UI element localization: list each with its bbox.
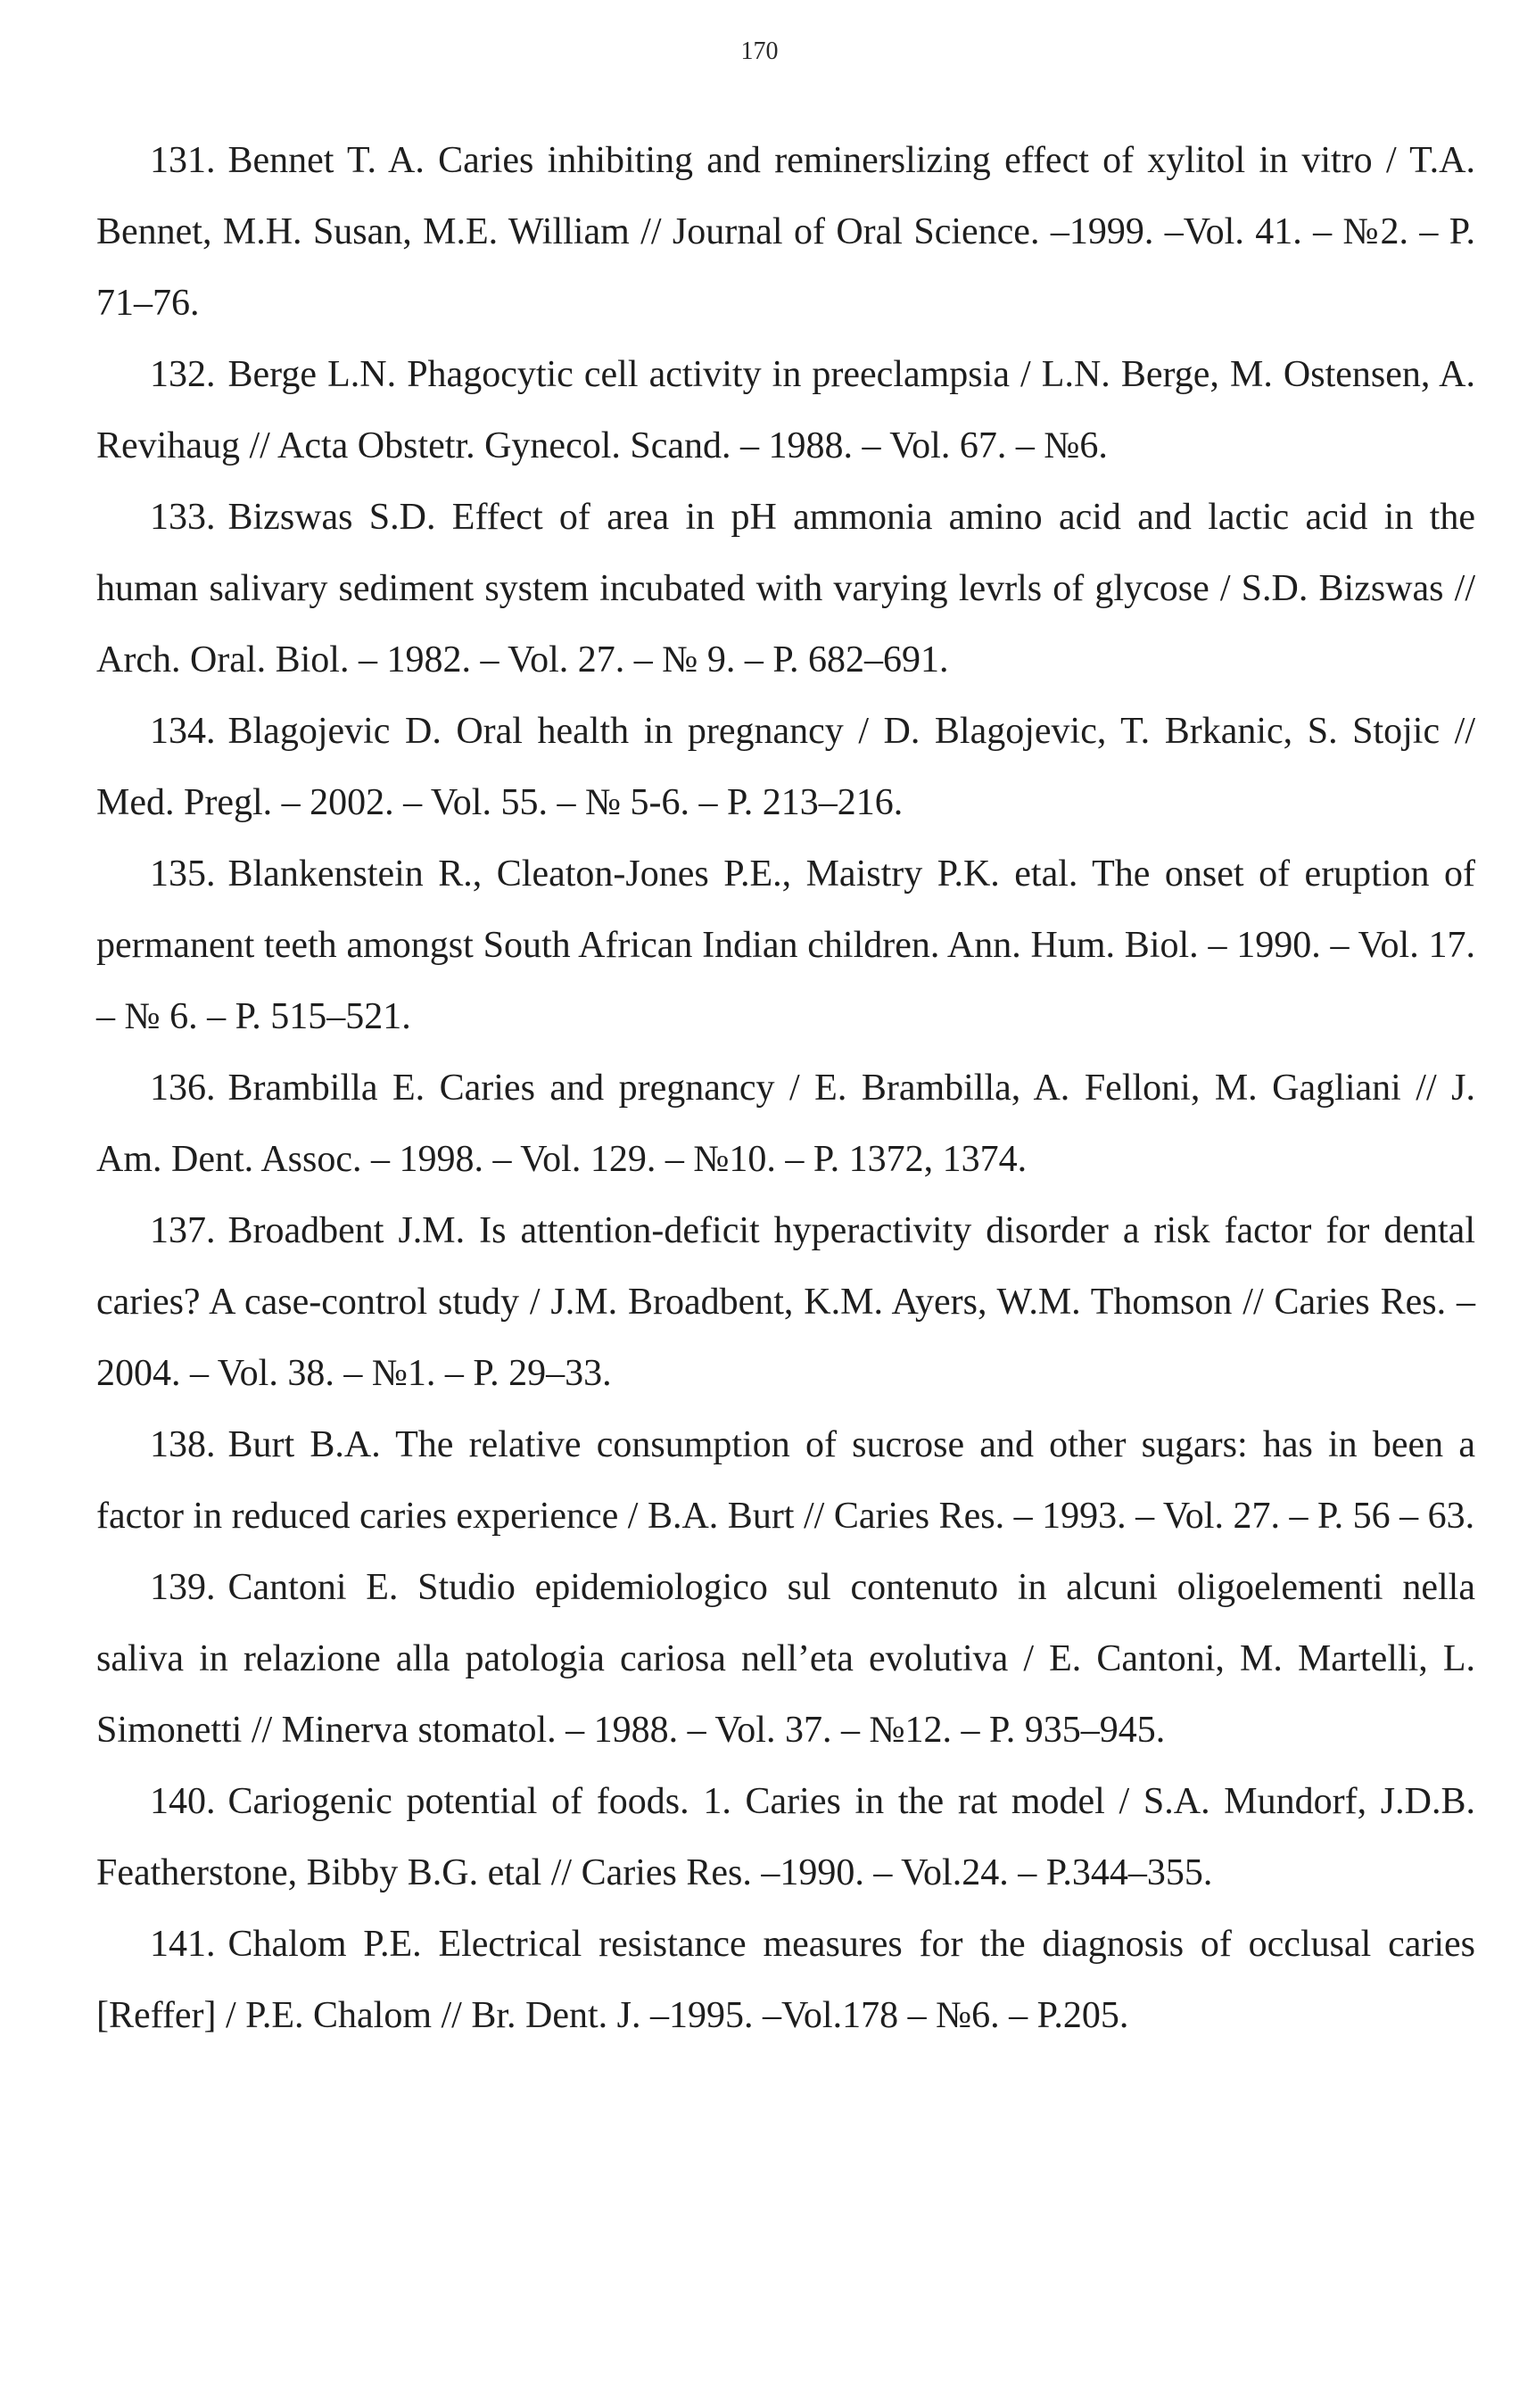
reference-number: 134.: [150, 711, 216, 752]
reference-item: [96, 482, 1475, 696]
reference-item: [96, 125, 1475, 339]
reference-item: [96, 1052, 1475, 1195]
reference-text: Broadbent J.M. Is attention-deficit hyperactivity disorder a risk factor for dental caries? A case-control study / J.M. Broadbent, K.M. Ayers, W.M. Thomson // Caries Res. – 2004. – Vol. 38. – №1. – P. 29–33.: [96, 1210, 1475, 1394]
reference-item: [96, 696, 1475, 838]
reference-number: 140.: [150, 1781, 216, 1822]
reference-item: [96, 1195, 1475, 1409]
reference-text: Burt B.A. The relative consumption of sucrose and other sugars: has in been a factor in reduced caries experience / B.A. Burt // Caries Res. – 1993. – Vol. 27. – P. 56 – 63.: [96, 1424, 1475, 1537]
reference-item: [96, 1552, 1475, 1766]
reference-item: [96, 1909, 1475, 2051]
reference-text: Cantoni E. Studio epidemiologico sul contenuto in alcuni oligoelementi nella saliva in relazione alla patologia cariosa nell’eta evolutiva / E. Cantoni, M. Martelli, L. Simonetti // Minerva stomatol. – 1988. – Vol. 37. – №12. – P. 935–945.: [96, 1567, 1475, 1751]
reference-number: 133.: [150, 497, 216, 538]
reference-item: [96, 339, 1475, 482]
reference-text: Bennet T. A. Caries inhibiting and reminerslizing effect of xylitol in vitro / T.A. Bennet, M.H. Susan, M.E. William // Journal of Oral Science. –1999. –Vol. 41. – №2. – P. 71–76.: [96, 140, 1475, 324]
reference-text: Blagojevic D. Oral health in pregnancy / D. Blagojevic, T. Brkanic, S. Stojic // Med. Pregl. – 2002. – Vol. 55. – № 5-6. – P. 213–216.: [96, 711, 1475, 823]
reference-list: [96, 125, 1475, 2051]
reference-number: 136.: [150, 1068, 216, 1109]
reference-number: 135.: [150, 854, 216, 895]
reference-item: [96, 1409, 1475, 1552]
reference-text: Brambilla E. Caries and pregnancy / E. Brambilla, A. Felloni, M. Gagliani // J. Am. Dent. Assoc. – 1998. – Vol. 129. – №10. – P. 1372, 1374.: [96, 1068, 1475, 1180]
reference-item: [96, 1766, 1475, 1909]
reference-number: 138.: [150, 1424, 216, 1465]
reference-item: [96, 838, 1475, 1052]
reference-text: Berge L.N. Phagocytic cell activity in preeclampsia / L.N. Berge, M. Ostensen, A. Revihaug // Acta Obstetr. Gynecol. Scand. – 1988. – Vol. 67. – №6.: [96, 354, 1475, 466]
page-number: 170: [740, 37, 779, 65]
reference-text: Bizswas S.D. Effect of area in pH ammonia amino acid and lactic acid in the human salivary sediment system incubated with varying levrls of glycose / S.D. Bizswas // Arch. Oral. Biol. – 1982. – Vol. 27. – № 9. – P. 682–691.: [96, 497, 1475, 680]
reference-number: 131.: [150, 140, 216, 181]
reference-number: 132.: [150, 354, 216, 395]
reference-text: Cariogenic potential of foods. 1. Caries in the rat model / S.A. Mundorf, J.D.B. Featherstone, Bibby B.G. etal // Caries Res. –1990. – Vol.24. – P.344–355.: [96, 1781, 1475, 1893]
reference-text: Blankenstein R., Cleaton-Jones P.E., Maistry P.K. etal. The onset of eruption of permanent teeth amongst South African Indian children. Ann. Hum. Biol. – 1990. – Vol. 17. – № 6. – P. 515–521.: [96, 854, 1475, 1037]
reference-number: 139.: [150, 1567, 216, 1608]
reference-number: 141.: [150, 1924, 216, 1965]
reference-text: Chalom P.E. Electrical resistance measures for the diagnosis of occlusal caries [Reffer] / P.E. Chalom // Br. Dent. J. –1995. –Vol.178 – №6. – P.205.: [96, 1924, 1475, 2036]
reference-number: 137.: [150, 1210, 216, 1251]
